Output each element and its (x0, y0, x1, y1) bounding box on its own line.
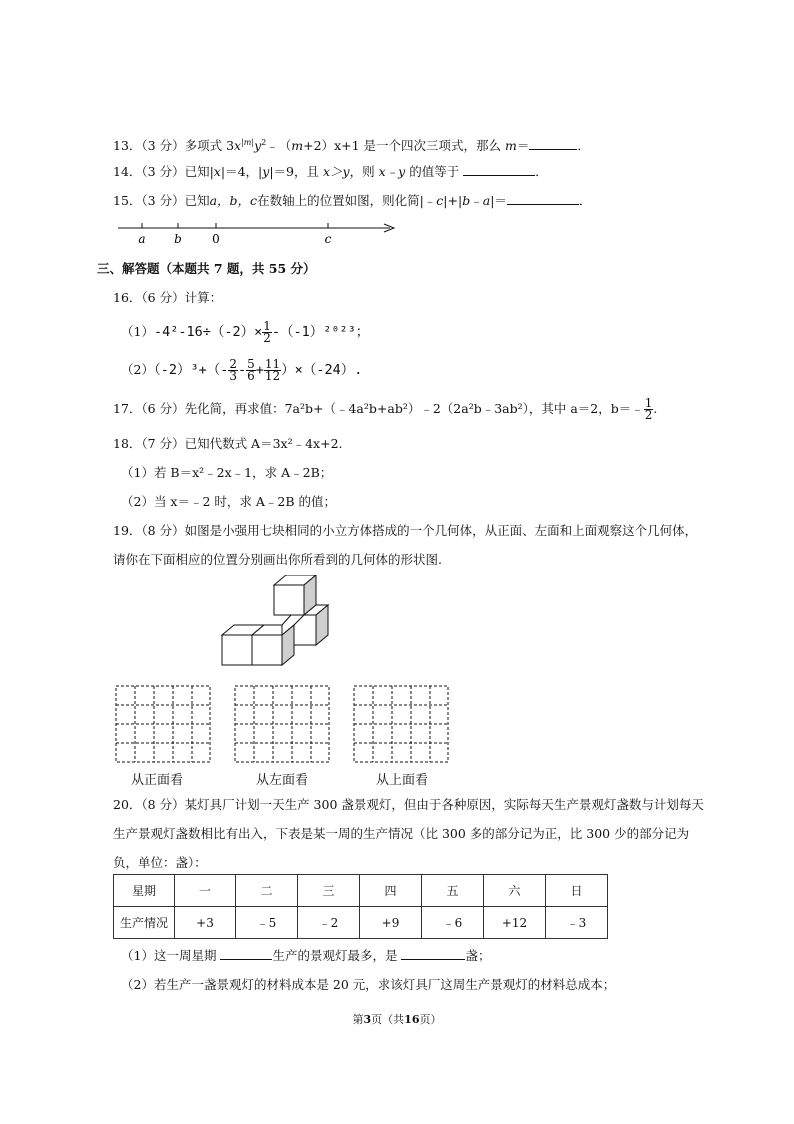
fraction-5-6: $\frac{5}{6}$ (247, 357, 255, 383)
table-cell: 二 (236, 875, 298, 907)
answer-blank-count[interactable] (401, 947, 465, 960)
q13-poly: $3x^{|m|}y^2﹣(m+2)$ (226, 138, 335, 154)
table-cell: 三 (298, 875, 360, 907)
q16-part1: （1）-4²-16÷（-2）× $\frac{1}{2}$ -（-1）²⁰²³； (121, 319, 370, 345)
page-footer: 第3页（共16页） (352, 1013, 442, 1026)
table-row (114, 907, 608, 939)
table-cell: 日 (546, 875, 608, 907)
table-row (114, 875, 608, 907)
table-cell: ﹣5 (236, 907, 298, 939)
label-0: 0 (212, 232, 220, 246)
question-20-line2: 生产景观灯盏数相比有出入，下表是某一周的生产情况（比 300 多的部分记为正，比 300 少的部分记为 (113, 826, 690, 841)
grid-top-view[interactable] (353, 685, 449, 763)
production-table (113, 874, 608, 939)
question-19-line2: 请你在下面相应的位置分别画出你所看到的几何体的形状图. (113, 552, 442, 567)
question-20-line1: 20．（8 分）某灯具厂计划一天生产 300 盏景观灯，但由于各种原因，实际每天生产景观灯盏数与计划每天 (113, 797, 704, 812)
table-cell: ﹣6 (422, 907, 484, 939)
number-line (118, 220, 400, 246)
table-cell: 生产情况 (114, 907, 175, 939)
cube-front-1 (222, 635, 252, 665)
table-cell: +12 (484, 907, 546, 939)
table-cell: ﹣3 (546, 907, 608, 939)
cube-top-front (274, 585, 304, 615)
fraction-2-3: $\frac{2}{3}$ (229, 357, 237, 383)
question-19-line1: 19．（8 分）如图是小强用七块相同的小立方体搭成的一个几何体，从正面、左面和上面观察这个几何体， (113, 523, 698, 538)
label-b: b (174, 232, 182, 246)
q16-part2: （2）（-2）³+（- $\frac{2}{3}$ - $\frac{5}{6}$ + $\frac{11}{12}$ ）×（-24）. (121, 357, 363, 383)
label-top-view: 从上面看 (376, 773, 429, 788)
cube-figure (216, 575, 336, 667)
question-17: 17．（6 分）先化简，再求值：7a²b+（﹣4a²b+ab²）﹣2（2a²b﹣3ab²），其中 a＝2，b＝﹣ $\frac{1}{2}$ . (113, 396, 658, 422)
fraction-1-2-q17: $\frac{1}{2}$ (644, 396, 653, 422)
table-cell: 四 (360, 875, 422, 907)
label-front-view: 从正面看 (131, 773, 184, 788)
table-cell: 星期 (114, 875, 175, 907)
table-cell: +3 (175, 907, 236, 939)
label-a: a (138, 232, 146, 246)
question-13: 13．（3 分）多项式 $3x^{|m|}y^2﹣(m+2)x+1$ 是一个四次三项式，那么 m＝ ． (113, 138, 590, 154)
answer-blank-14[interactable] (463, 163, 535, 176)
question-15: 15．（3 分）已知a，b，c在数轴上的位置如图，则化简|﹣c|+|b﹣a|＝ ． (113, 193, 592, 208)
label-c: c (324, 232, 332, 246)
answer-blank-day[interactable] (220, 947, 272, 960)
table-cell: ﹣2 (298, 907, 360, 939)
table-cell: 五 (422, 875, 484, 907)
question-16-title: 16．（6 分）计算： (113, 290, 223, 305)
fraction-11-12: $\frac{11}{12}$ (264, 357, 281, 383)
q18-part1: （1）若 B＝x²﹣2x﹣1，求 A﹣2B； (121, 465, 333, 480)
section-heading: 三、解答题（本题共 7 题，共 55 分） (97, 261, 316, 276)
q20-part2: （2）若生产一盏景观灯的材料成本是 20 元，求该灯具厂这周生产景观灯的材料总成本； (121, 977, 616, 992)
table-cell: +9 (360, 907, 422, 939)
grid-left-view[interactable] (234, 685, 330, 763)
label-left-view: 从左面看 (256, 773, 309, 788)
fraction-1-2: $\frac{1}{2}$ (263, 319, 271, 345)
answer-blank-15[interactable] (507, 192, 579, 205)
table-cell: 一 (175, 875, 236, 907)
question-18: 18．（7 分）已知代数式 A＝3x²﹣4x+2. (113, 436, 343, 451)
q20-part1: （1）这一周星期 生产的景观灯最多，是 盏； (121, 948, 491, 963)
answer-blank-13[interactable] (529, 137, 577, 150)
grid-front-view[interactable] (115, 685, 211, 763)
table-cell: 六 (484, 875, 546, 907)
cube-front-2 (252, 635, 282, 665)
q18-part2: （2）当 x＝﹣2 时，求 A﹣2B 的值； (121, 494, 337, 509)
question-20-line3: 负，单位：盏）： (113, 855, 207, 870)
question-14: 14．（3 分）已知|x|＝4，|y|＝9，且 x＞y，则 x﹣y 的值等于 ． (113, 164, 548, 179)
